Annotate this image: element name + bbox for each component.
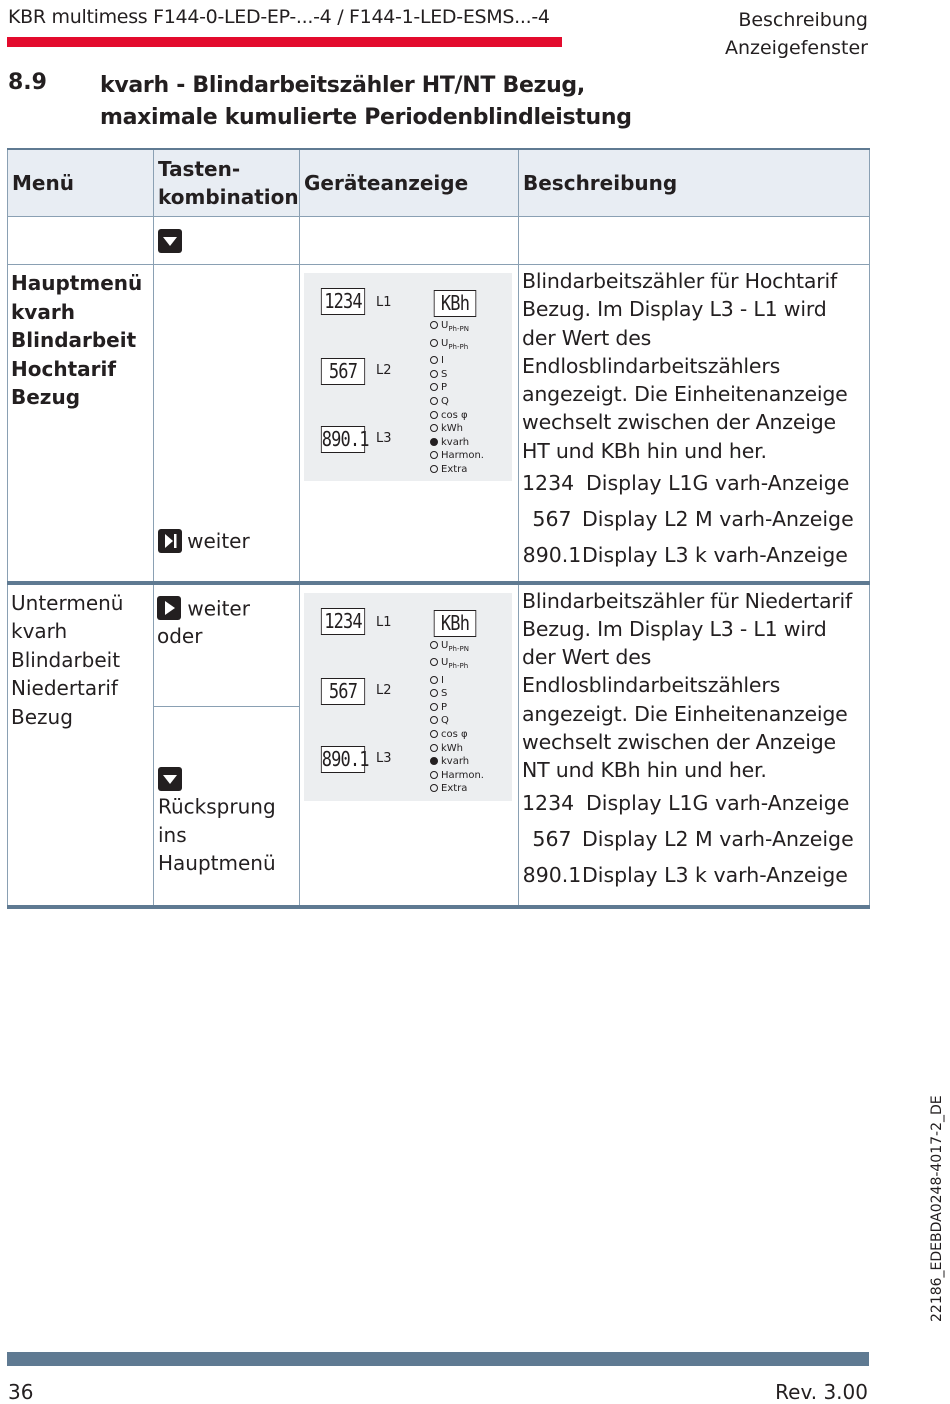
legend-item: 890.1Display L3 k varh-Anzeige — [522, 543, 848, 568]
chapter-line-1: Beschreibung — [738, 9, 868, 31]
back-key-hint: Rücksprung ins Hauptmenü — [158, 763, 299, 877]
indicator-list — [430, 639, 484, 797]
lcd-l3: 890.1 — [321, 427, 369, 451]
device-display-nt: 1234 L1 567 L2 890.1 L3 KBh $U_{Ph-PN}$ $U_{Ph-Ph}$ I S P Q cos φ kWh kvarh Harmon. Extra — [304, 593, 512, 801]
indicator-extra: Extra — [430, 782, 484, 796]
col-header-keys — [154, 149, 300, 217]
description-nt: Blindarbeitszähler für Niedertarif Bezug. Im Display L3 - L1 wird der Wert des Endlosblindarbeitszählers angezeigt. Die Einheitenanzeige wechselt zwischen der Anzeige NT und KBh hin und her. — [522, 588, 853, 783]
indicator-harmon: Harmon. — [430, 769, 484, 783]
indicator-list — [430, 319, 484, 477]
lcd-unit: KBh — [434, 610, 477, 637]
menu-table — [7, 148, 870, 909]
col-header-keys-line-2: kombination — [158, 185, 299, 209]
arrow-right-key-icon — [157, 596, 181, 620]
header-accent-bar — [7, 37, 562, 47]
indicator-cos-phi: cos φ — [430, 409, 484, 423]
description-ht: Blindarbeitszähler für Hochtarif Bezug. Im Display L3 - L1 wird der Wert des Endlosblindarbeitszählers angezeigt. Die Einheitenanzeige wechselt zwischen der Anzeige HT und KBh hin und her. — [522, 269, 848, 463]
document-id: 22186_EDEBDA0248-4017-2_DE — [929, 1095, 945, 1322]
indicator-u-ph-pn: $U_{Ph-PN}$ — [430, 639, 484, 657]
indicator-i: I — [430, 674, 484, 688]
device-display-ht: 1234 L1 567 L2 890.1 L3 KBh $U_{Ph-PN}$ $U_{Ph-Ph}$ I S P Q cos φ kWh kvarh Harmon. Extra — [304, 273, 512, 481]
display-legend — [519, 785, 869, 893]
arrow-down-key-icon — [158, 229, 182, 253]
arrow-down-key-icon — [158, 767, 182, 791]
indicator-cos-phi: cos φ — [430, 728, 484, 742]
next-key-icon — [158, 529, 182, 553]
indicator-u-ph-ph: $U_{Ph-Ph}$ — [430, 337, 484, 355]
lcd-l2: 567 — [321, 358, 365, 385]
section-title-line-1: kvarh - Blindarbeitszähler HT/NT Bezug, — [100, 73, 585, 98]
next-key-hint: weiter — [158, 529, 250, 553]
indicator-s: S — [430, 687, 484, 701]
lcd-l2: 567 — [321, 678, 365, 705]
table-header-row — [8, 149, 870, 217]
indicator-u-ph-ph: $U_{Ph-Ph}$ — [430, 656, 484, 674]
indicator-p: P — [430, 381, 484, 395]
indicator-kvarh: kvarh — [430, 436, 484, 450]
legend-item: 890.1Display L3 k varh-Anzeige — [522, 862, 848, 887]
legend-item: 1234 Display L1G varh-Anzeige — [522, 471, 850, 496]
section-title-line-2: maximale kumulierte Periodenblindleistung — [100, 105, 632, 130]
footer-bar — [7, 1352, 869, 1366]
legend-item: 567 Display L2 M varh-Anzeige — [532, 826, 854, 851]
indicator-p: P — [430, 701, 484, 715]
display-legend — [519, 465, 869, 573]
col-header-display: Geräteanzeige — [300, 149, 519, 217]
menu-hauptmenu: Hauptmenü kvarh Blindarbeit Hochtarif Bezug — [11, 271, 143, 409]
section-number: 8.9 — [8, 70, 47, 95]
section-title — [100, 70, 632, 134]
indicator-s: S — [430, 368, 484, 382]
lcd-l1: 1234 — [321, 608, 365, 635]
revision-label: Rev. 3.00 — [775, 1380, 868, 1404]
indicator-kwh: kWh — [430, 742, 484, 756]
indicator-u-ph-pn: $U_{Ph-PN}$ — [430, 319, 484, 337]
legend-item: 567 Display L2 M varh-Anzeige — [532, 507, 854, 532]
forward-key-hint: weiter oder — [157, 595, 250, 649]
chapter-heading — [725, 6, 868, 62]
lcd-l3: 890.1 — [321, 746, 369, 771]
indicator-extra: Extra — [430, 463, 484, 477]
indicator-q: Q — [430, 395, 484, 409]
col-header-keys-line-1: Tasten- — [158, 157, 241, 181]
table-row — [8, 265, 870, 583]
indicator-q: Q — [430, 714, 484, 728]
legend-item: 1234 Display L1G varh-Anzeige — [522, 790, 850, 815]
lcd-l1: 1234 — [321, 288, 365, 315]
indicator-kwh: kWh — [430, 422, 484, 436]
table-row — [8, 217, 870, 265]
lcd-unit: KBh — [434, 290, 477, 317]
table-row — [8, 583, 870, 707]
indicator-harmon: Harmon. — [430, 449, 484, 463]
indicator-i: I — [430, 354, 484, 368]
menu-untermenu: Untermenü kvarh Blindarbeit Niedertarif Bezug — [11, 590, 124, 729]
col-header-description: Beschreibung — [519, 149, 870, 217]
page-number: 36 — [8, 1380, 34, 1404]
document-title: KBR multimess F144-0-LED-EP-...-4 / F144-1-LED-ESMS...-4 — [8, 6, 550, 28]
chapter-line-2: Anzeigefenster — [724, 37, 868, 59]
col-header-menu: Menü — [8, 149, 154, 217]
indicator-kvarh: kvarh — [430, 755, 484, 769]
